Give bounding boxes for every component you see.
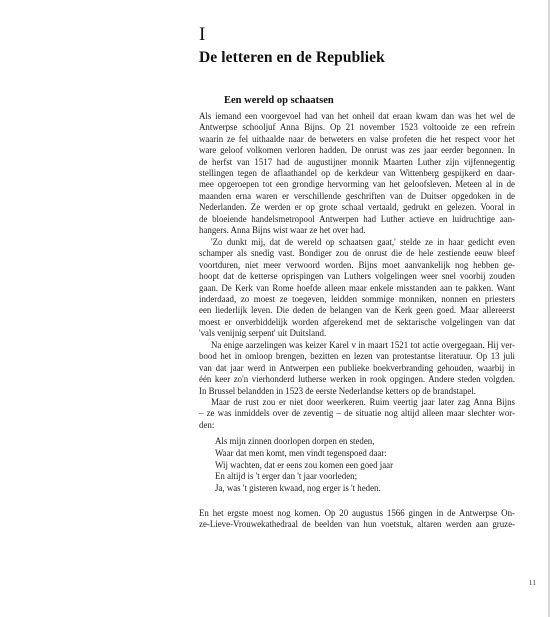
text-line: 'Zo dunkt mij, dat de wereld op schaatsen gaat,' stelde ze in haar gedicht even xyxy=(211,237,515,247)
text-line: bood het in omloop brengen, bezitten en lezen van protestantse literatuur. Op 13 juli xyxy=(199,351,515,362)
text-line: schamper als snedig vast. Bondiger zou de onrust die de hele zestiende eeuw bleef xyxy=(199,248,515,259)
text-line: – ze was inmiddels over de zeventig – de situatie nog altijd alleen maar slechter wor- xyxy=(199,408,515,419)
poem-line: Ja, was 't gisteren kwaad, nog erger is 't heden. xyxy=(215,483,381,494)
text-line: hangers. Anna Bijns wist waar ze het over had. xyxy=(199,225,366,236)
paragraph-4 xyxy=(199,397,515,431)
text-line: één keer zo'n vierhonderd lutherse werken in rook opgingen. Andere steden volgden. xyxy=(199,374,515,385)
poem-line: En altijd is 't erger dan 't jaar voorleden; xyxy=(215,471,358,482)
text-line: Als iemand een voorgevoel had van het onheil dat eraan kwam dan was het wel de xyxy=(199,111,515,121)
text-line: Nederlanden. Ze werden er op grote schaal vertaald, gedrukt en gelezen. Vooral in xyxy=(199,202,515,213)
text-line: In Brussel belandden in 1523 de eerste Nederlandse ketters op de brandstapel. xyxy=(199,385,477,396)
paragraph-1 xyxy=(199,111,515,236)
text-line: de bloeiende handelsmetropool Antwerpen had Luther actieve en luidruchtige aan- xyxy=(199,213,515,224)
text-line: moest er onverbiddelijk worden afgerekend met de sektarische volgelingen van dat xyxy=(199,316,515,327)
text-line: inderdaad, zo moest ze toegeven, leidden sommige monniken, nonnen en priesters xyxy=(199,294,515,305)
text-line: Na enige aarzelingen was keizer Karel v in maart 1521 tot actie overgegaan. Hij ver- xyxy=(211,340,515,350)
text-line: van dat jaar werd in Antwerpen een publieke boekverbranding gehouden, waarbij in xyxy=(199,362,515,373)
text-line: mee opgeroepen tot een grondige hervorming van het geloofsleven. Meteen al in de xyxy=(199,179,515,190)
chapter-title: De letteren en de Republiek xyxy=(199,49,385,66)
text-line: Antwerpse schooljuf Anna Bijns. Op 21 november 1523 voltooide ze een refrein xyxy=(199,122,515,133)
text-line: ze-Lieve-Vrouwekathedraal de beelden van hun voetstuk, altaren werden aan gruze- xyxy=(199,519,515,530)
poem-line: Wij wachten, dat er eens zou komen een goed jaar xyxy=(215,459,394,470)
paragraph-3 xyxy=(199,340,515,397)
text-line: een liederlijk leven. Die deden de belangen van de Kerk geen goed. Maar allereerst xyxy=(199,305,515,316)
section-title: Een wereld op schaatsen xyxy=(224,95,334,106)
text-line: hoopt dat de ketterse oprispingen van Luthers volgelingen weer snel voorbij zouden xyxy=(199,271,515,282)
text-line: ware geloof volkomen verloren hadden. De onrust was zes jaar eerder begonnen. In xyxy=(199,145,515,156)
page-number: 11 xyxy=(528,578,536,587)
text-line: En het ergste moest nog komen. Op 20 augustus 1566 gingen in de Antwerpse On- xyxy=(199,508,515,518)
text-line: den: xyxy=(199,419,215,430)
text-line: de herfst van 1517 had de augustijner monnik Maarten Luther zijn vijfennegentig xyxy=(199,156,515,167)
text-line: maanden erna waren er verschillende geschriften van de Duitser opgedoken in de xyxy=(199,190,515,201)
poem-line: Waar dat men komt, men vindt tegenspoed daar: xyxy=(215,447,387,458)
text-line: Maar de rust zou er niet door weerkeren. Ruim veertig jaar later zag Anna Bijns xyxy=(211,397,515,407)
text-line: gaan. De Kerk van Rome hoefde alleen maar enkele misstanden aan te pakken. Want xyxy=(199,282,515,293)
poem-line: Als mijn zinnen doorlopen dorpen en steden, xyxy=(215,436,375,446)
text-line: stellingen tegen de aflaathandel op de kerkdeur van Wittenberg gespijkerd en daar- xyxy=(199,168,515,179)
text-line: voortduren, niet meer verwoord worden. Bijns moet aanvankelijk nog hebben ge- xyxy=(199,259,515,270)
chapter-number: I xyxy=(199,24,206,45)
poem-quote xyxy=(215,436,393,495)
paragraph-2 xyxy=(199,237,515,340)
text-line: 'vals venijnig serpent' uit Duitsland. xyxy=(199,328,327,339)
paragraph-5 xyxy=(199,508,515,531)
text-line: waarin ze fel uithaalde naar de betweters en valse profeten die het respect voor het xyxy=(199,133,515,144)
